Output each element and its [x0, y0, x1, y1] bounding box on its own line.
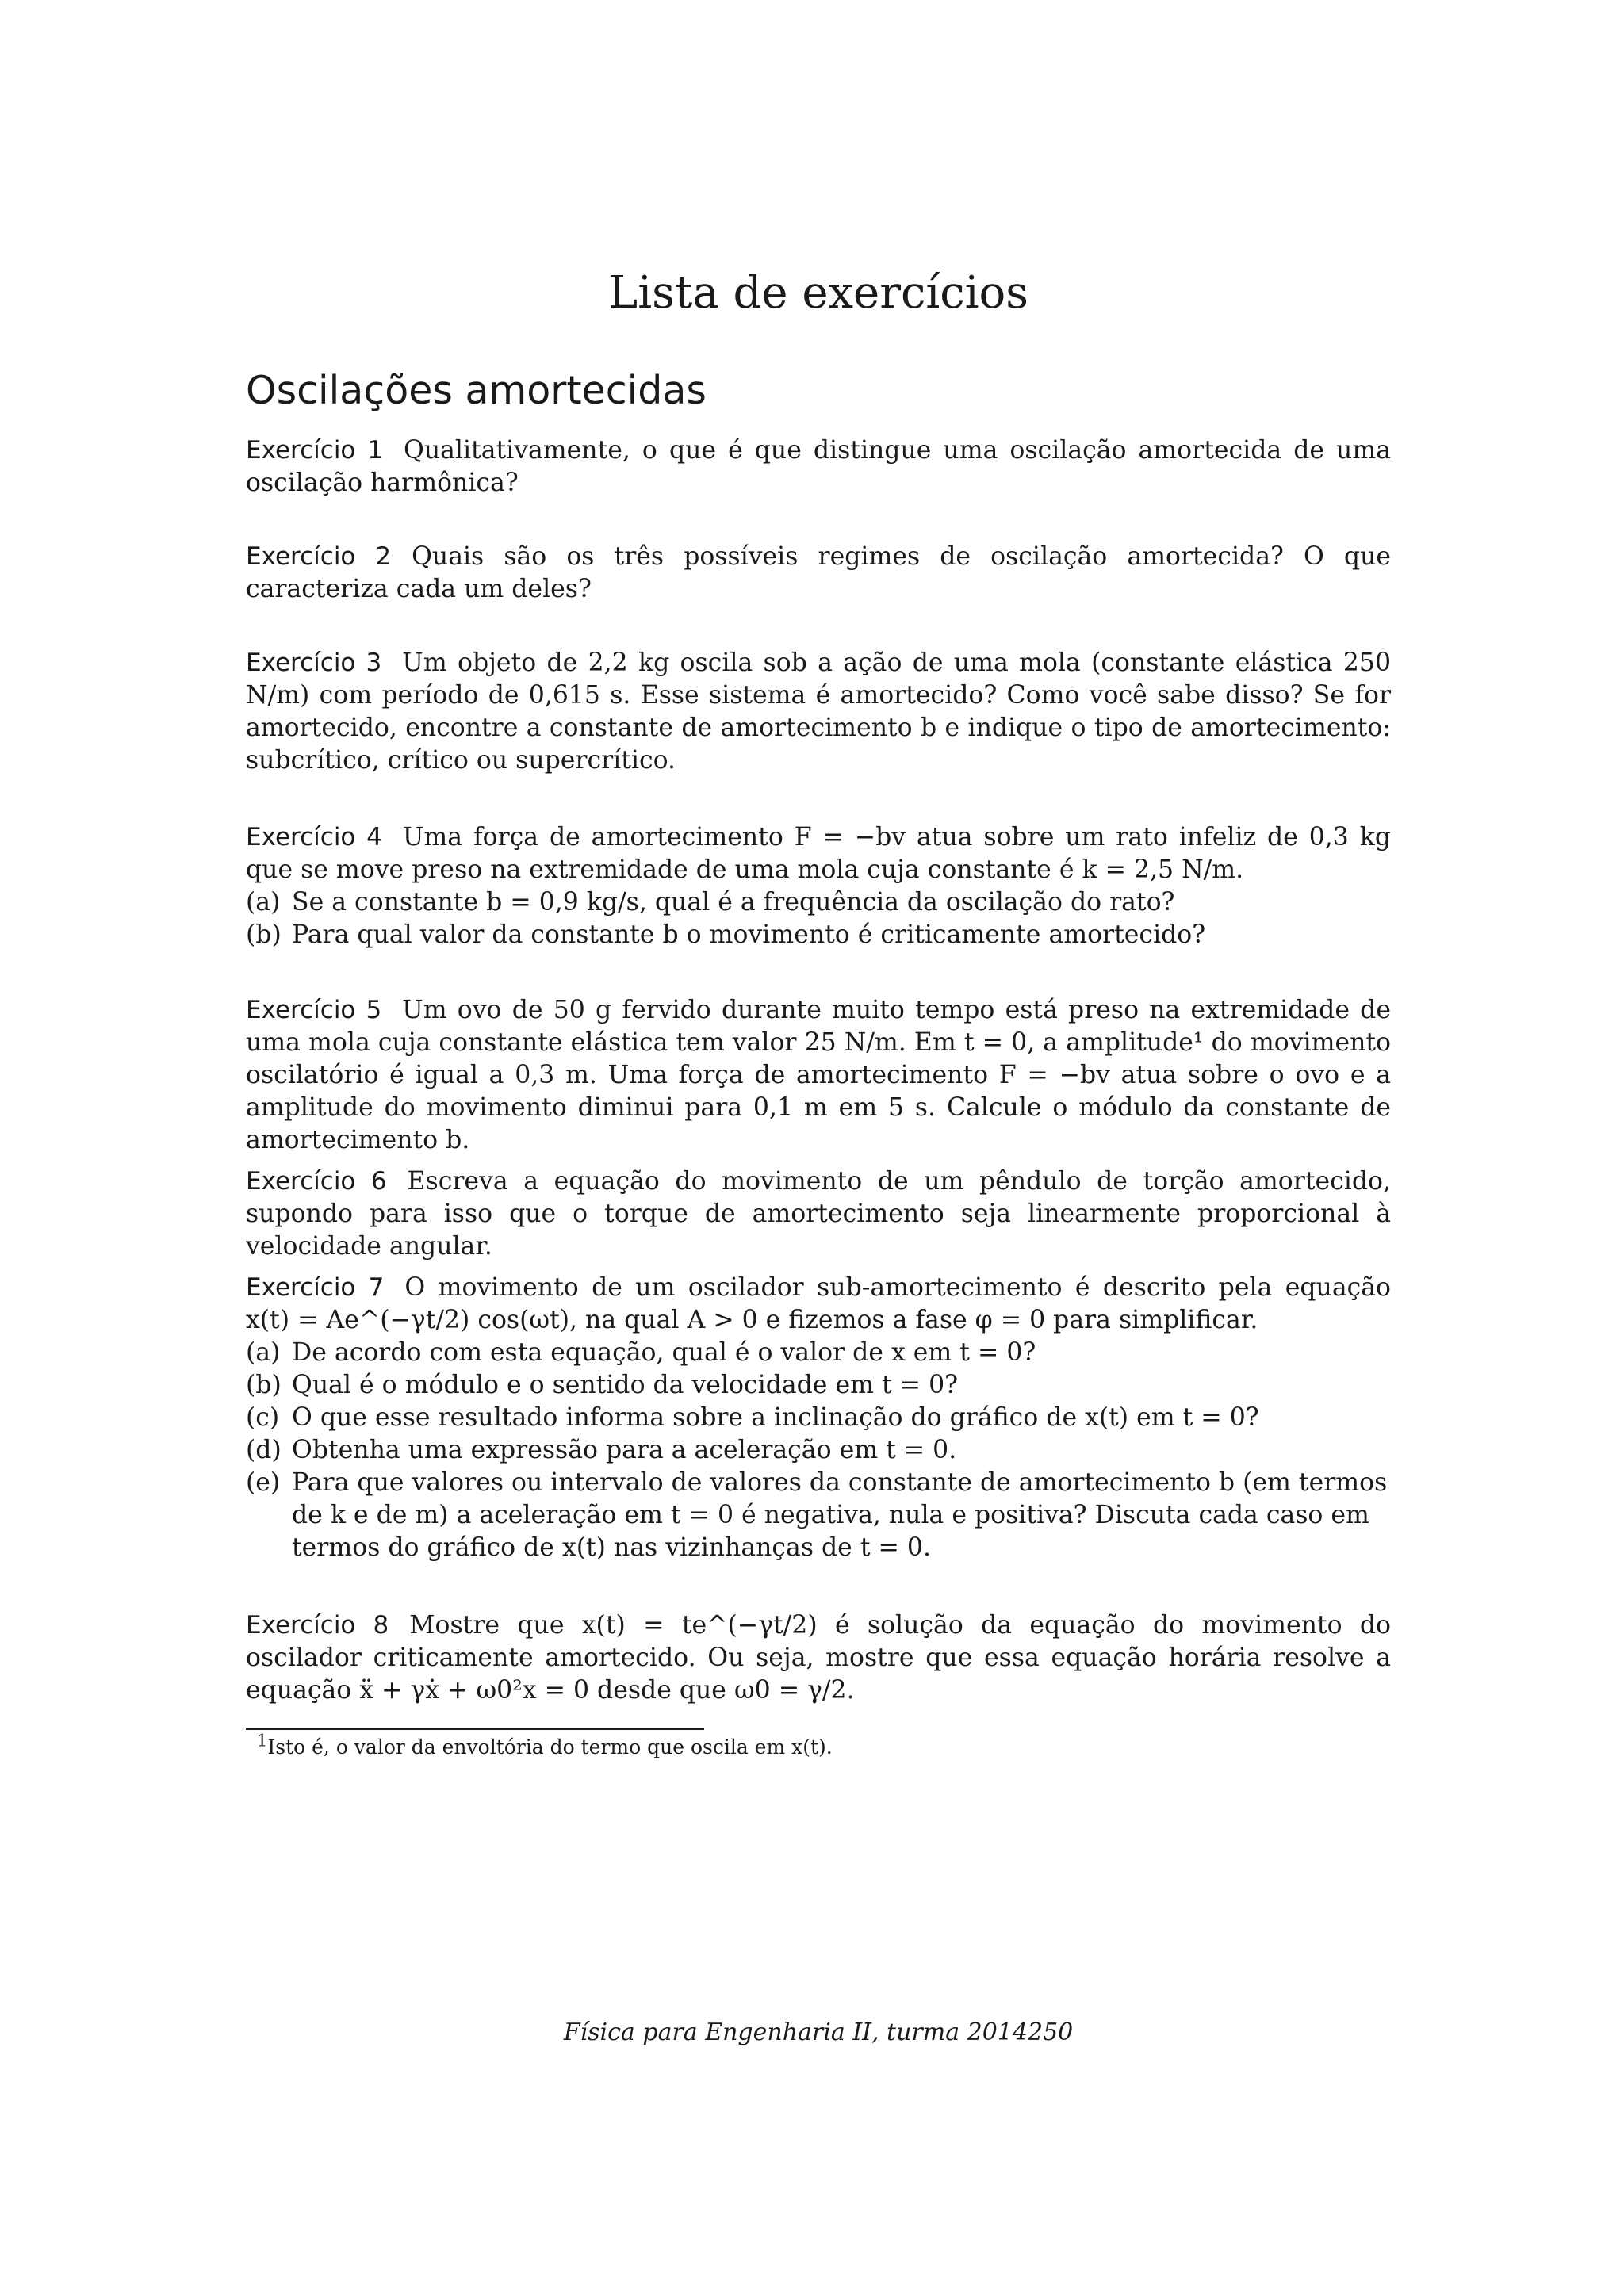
page-footer: Física para Engenharia II, turma 2014250	[563, 2019, 1074, 2046]
exercise-text: Qualitativamente, o que é que distingue uma oscilação amortecida de uma oscilação harmônica?	[246, 436, 1391, 497]
exercise-label: Exercício 6	[246, 1167, 387, 1196]
item-text: Para qual valor da constante b o movimento é criticamente amortecido?	[292, 920, 1206, 949]
item-label: (b)	[246, 920, 282, 949]
exercise-3	[246, 647, 1391, 777]
exercise-label: Exercício 7	[246, 1273, 385, 1302]
footnote-text: Isto é, o valor da envoltória do termo que oscila em x(t).	[267, 1735, 833, 1758]
list-item	[246, 886, 1391, 919]
exercise-1	[246, 434, 1391, 499]
item-label: (c)	[246, 1403, 280, 1432]
document-page	[246, 0, 1391, 2296]
page-title: Lista de exercícios	[608, 267, 1028, 319]
item-label: (e)	[246, 1468, 281, 1497]
exercise-5	[246, 994, 1391, 1157]
item-label: (b)	[246, 1371, 282, 1399]
list-item	[246, 1337, 1391, 1369]
footnote-rule	[246, 1728, 704, 1730]
exercise-label: Exercício 2	[246, 542, 392, 571]
section-heading: Oscilações amortecidas	[246, 368, 707, 413]
list-item	[246, 1467, 1391, 1564]
footnote	[257, 1733, 833, 1762]
list-item	[246, 1369, 1391, 1402]
item-label: (a)	[246, 1338, 281, 1367]
list-item	[246, 919, 1391, 951]
footnote-mark: 1	[257, 1731, 268, 1751]
item-label: (d)	[246, 1436, 282, 1464]
item-text: De acordo com esta equação, qual é o valor de x em t = 0?	[292, 1338, 1036, 1367]
exercise-label: Exercício 8	[246, 1611, 389, 1640]
list-item	[246, 1434, 1391, 1467]
item-text: Se a constante b = 0,9 kg/s, qual é a frequência da oscilação do rato?	[292, 888, 1175, 916]
exercise-items	[246, 886, 1391, 951]
list-item	[246, 1402, 1391, 1434]
exercise-text: Mostre que x(t) = te^(−γt/2) é solução da equação do movimento do oscilador criticamente amortecido. Ou seja, mostre que essa equação horária resolve a equação ẍ + γẋ + ω0²x = 0 desde que ω0 = γ/2.	[246, 1611, 1391, 1705]
exercise-6	[246, 1165, 1391, 1263]
exercise-2	[246, 541, 1391, 606]
item-text: Qual é o módulo e o sentido da velocidade em t = 0?	[292, 1371, 958, 1399]
exercise-4	[246, 821, 1391, 951]
exercise-8	[246, 1609, 1391, 1707]
exercise-7	[246, 1272, 1391, 1564]
item-label: (a)	[246, 888, 281, 916]
exercise-text: O movimento de um oscilador sub-amortecimento é descrito pela equação x(t) = Ae^(−γt/2) cos(ωt), na qual A > 0 e fizemos a fase φ = 0 para simplificar.	[246, 1273, 1391, 1334]
item-text: O que esse resultado informa sobre a inclinação do gráfico de x(t) em t = 0?	[292, 1403, 1259, 1432]
exercise-items	[246, 1337, 1391, 1564]
exercise-label: Exercício 5	[246, 996, 382, 1024]
item-text: Obtenha uma expressão para a aceleração em t = 0.	[292, 1436, 957, 1464]
exercise-text: Escreva a equação do movimento de um pêndulo de torção amortecido, supondo para isso que o torque de amortecimento seja linearmente proporcional à velocidade angular.	[246, 1167, 1391, 1261]
exercise-text: Um objeto de 2,2 kg oscila sob a ação de uma mola (constante elástica 250 N/m) com período de 0,615 s. Esse sistema é amortecido? Como você sabe disso? Se for amortecido, encontre a constante de amortecimento b e indique o tipo de amortecimento: subcrítico, crítico ou supercrítico.	[246, 649, 1391, 775]
exercise-text: Uma força de amortecimento F = −bv atua sobre um rato infeliz de 0,3 kg que se move preso na extremidade de uma mola cuja constante é k = 2,5 N/m.	[246, 823, 1391, 884]
exercise-label: Exercício 3	[246, 649, 382, 677]
exercise-label: Exercício 4	[246, 823, 382, 851]
item-text: Para que valores ou intervalo de valores da constante de amortecimento b (em termos de k e de m) a aceleração em t = 0 é negativa, nula e positiva? Discuta cada caso em termos do gráfico de x(t) nas vizinhanças de t = 0.	[292, 1468, 1388, 1562]
exercise-label: Exercício 1	[246, 436, 383, 465]
exercise-text: Quais são os três possíveis regimes de oscilação amortecida? O que caracteriza cada um deles?	[246, 542, 1391, 603]
exercise-text: Um ovo de 50 g fervido durante muito tempo está preso na extremidade de uma mola cuja constante elástica tem valor 25 N/m. Em t = 0, a amplitude¹ do movimento oscilatório é igual a 0,3 m. Uma força de amortecimento F = −bv atua sobre o ovo e a amplitude do movimento diminui para 0,1 m em 5 s. Calcule o módulo da constante de amortecimento b.	[246, 996, 1391, 1154]
